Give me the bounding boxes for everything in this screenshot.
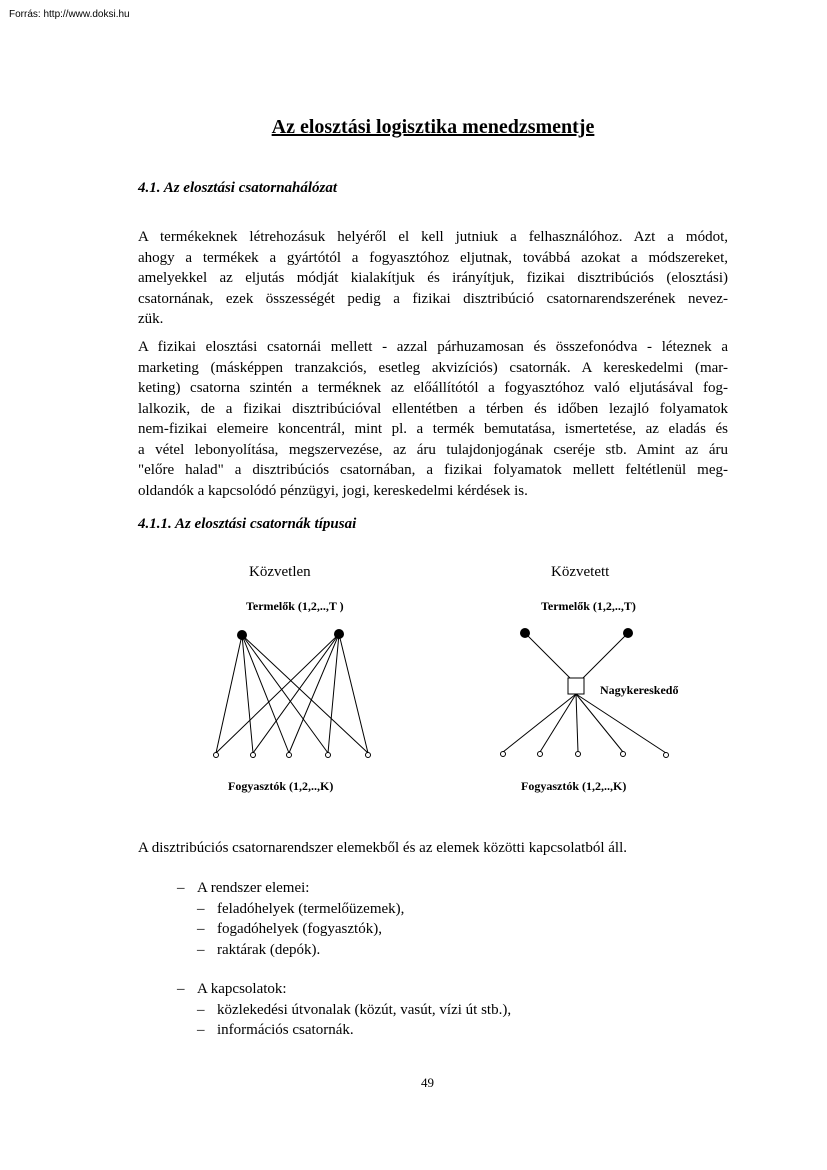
paragraph-3 [138, 838, 728, 859]
indirect-link [576, 694, 666, 753]
indirect-link [503, 694, 576, 752]
paragraph-line: lalkozik, de a fizikai disztribúcióval ellentétben a térben és időben lezajló folyamatok [138, 400, 728, 417]
consumer-node [664, 753, 669, 758]
consumer-node [621, 752, 626, 757]
page-title: Az elosztási logisztika menedzsmentje [271, 116, 595, 138]
paragraph-line: oldandók a kapcsolódó pénzügyi, jogi, kereskedelmi kérdések is. [138, 482, 528, 499]
wholesaler-label: Nagykereskedő [600, 683, 679, 697]
consumer-node [538, 752, 543, 757]
direct-channel-label: Közvetlen [249, 564, 311, 580]
paragraph-1 [138, 227, 728, 330]
consumer-node [214, 753, 219, 758]
paragraph-line: nem-fizikai elemeire koncentrál, mint pl. a termék bemutatása, ismertetése, az eladás és [138, 421, 728, 437]
producers-indirect-label: Termelők (1,2,..,T) [541, 599, 636, 613]
indirect-link [583, 633, 628, 678]
list-item: – közlekedési útvonalak (közút, vasút, vízi út stb.), [197, 1001, 512, 1018]
paragraph-line: csatornának, ezek összességét pedig a fizikai disztribúció csatornarendszerének nevez- [138, 290, 728, 307]
paragraph-line: keting) csatorna szintén a terméknek az előállítótól a fogyasztóhoz való eljutásával fog- [138, 380, 728, 396]
paragraph-2 [138, 337, 728, 501]
indirect-link [540, 694, 576, 752]
indirect-link [525, 633, 570, 678]
consumers-direct-label: Fogyasztók (1,2,..,K) [228, 779, 334, 793]
direct-link [216, 635, 242, 753]
consumer-node [501, 752, 506, 757]
direct-link [242, 635, 328, 753]
consumer-node [251, 753, 256, 758]
producer-node [623, 628, 633, 638]
connections-list [177, 979, 511, 1041]
list-heading: – A rendszer elemei: [177, 880, 310, 896]
consumer-node [366, 753, 371, 758]
list-item: – feladóhelyek (termelőüzemek), [197, 900, 405, 917]
consumer-node [287, 753, 292, 758]
paragraph-line: marketing (másképpen tranzakciós, esetleg akvizíciós) csatornák. A kereskedelmi (mar- [138, 359, 728, 376]
direct-link [339, 634, 368, 753]
consumer-node [326, 753, 331, 758]
indirect-channel-label: Közvetett [551, 564, 610, 580]
list-item: – információs csatornák. [197, 1022, 354, 1038]
section-heading-4-1-1: 4.1.1. Az elosztási csatornák típusai [138, 516, 357, 532]
producers-direct-label: Termelők (1,2,..,T ) [246, 599, 344, 613]
source-note: Forrás: http://www.doksi.hu [9, 9, 130, 20]
consumer-node [576, 752, 581, 757]
paragraph-line: a vétel lebonyolítása, megszervezése, az áru tulajdonjogának cseréje stb. Amint az áru [138, 441, 728, 458]
paragraph-line: zük. [138, 311, 164, 327]
wholesaler-node [568, 678, 584, 694]
list-item: – fogadóhelyek (fogyasztók), [197, 921, 382, 937]
section-heading-4-1: 4.1. Az elosztási csatornahálózat [138, 180, 338, 196]
direct-link [242, 635, 253, 753]
page-number: 49 [421, 1075, 434, 1090]
paragraph-line: A disztribúciós csatornarendszer elemekből és az elemek közötti kapcsolatból áll. [138, 840, 627, 856]
direct-link [328, 634, 339, 753]
list-heading: – A kapcsolatok: [177, 981, 287, 997]
paragraph-line: A termékeknek létrehozásuk helyéről el kell jutniuk a felhasználóhoz. Azt a módot, [138, 229, 728, 245]
paragraph-line: "előre halad" a disztribúciós csatornában, a fizikai folyamatok mellett feltétlenül meg- [138, 462, 728, 478]
paragraph-line: A fizikai elosztási csatornái mellett - azzal párhuzamosan és összefonódva - léteznek a [138, 339, 728, 355]
producer-node [334, 629, 344, 639]
direct-link [216, 634, 339, 753]
producer-node [520, 628, 530, 638]
indirect-link [576, 694, 578, 752]
paragraph-line: amelyekkel az eljutás módját kialakítjuk és irányítjuk, fizikai disztribúciós (elosztási) [138, 270, 728, 286]
paragraph-line: ahogy a termékek a gyártótól a fogyasztóhoz eljutnak, továbbá azokat a módszereket, [138, 249, 728, 266]
indirect-link [576, 694, 623, 752]
direct-link [242, 635, 368, 753]
consumers-indirect-label: Fogyasztók (1,2,..,K) [521, 779, 627, 793]
producer-node [237, 630, 247, 640]
list-item: – raktárak (depók). [197, 941, 321, 958]
distribution-channel-diagram [0, 555, 827, 805]
system-elements-list [177, 878, 404, 960]
